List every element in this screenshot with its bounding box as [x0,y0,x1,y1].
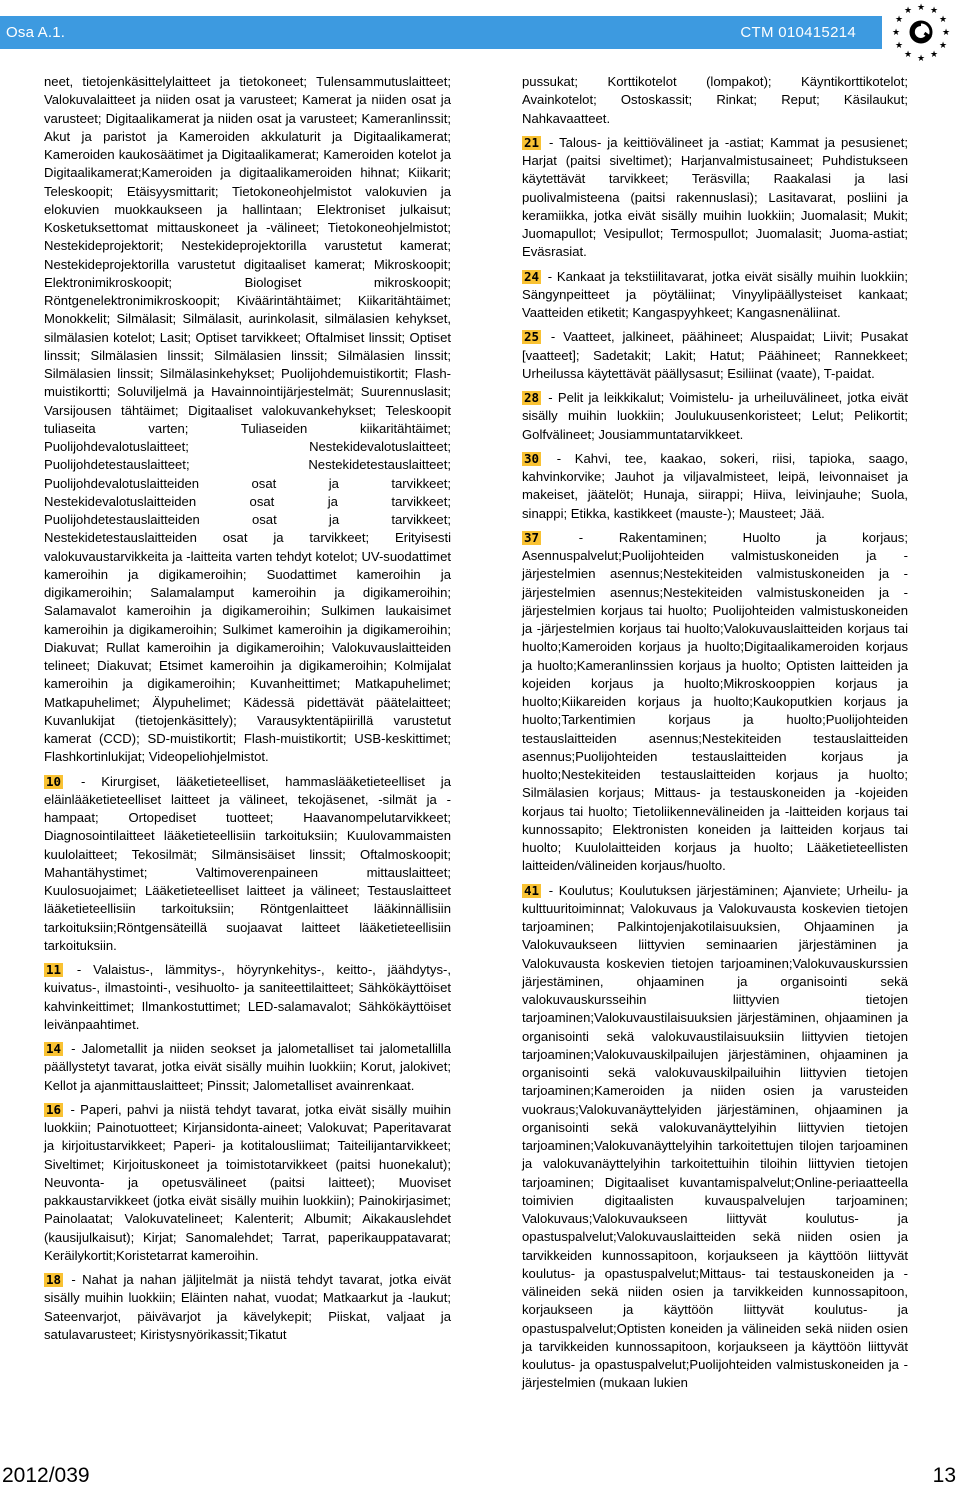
class-description: - Kahvi, tee, kaakao, sokeri, riisi, tapioka, saago, kahvinkorvike; Jauhot ja viljavalmisteet, leipä, leivonnaiset ja makeiset, jäätelöt; Hunaja, siirappi; Hiiva, leivinjauhe; Suola, sinappi; Etikka, kastikkeet (mauste-); Mausteet; Jää. [522,450,908,521]
svg-text:★: ★ [903,6,913,16]
class-entry [44,1040,451,1095]
class-entry [44,1101,451,1265]
office-logo-icon [882,0,960,64]
right-column [522,73,908,1399]
class-description: - Vaatteet, jalkineet, päähineet; Aluspaidat; Liivit; Pusakat [vaatteet]; Sadetakit; Lakit; Hatut; Päähineet; Rannekkeet; Urheilussa käytettävät päällysasut; Esiliinat (vaate), T-paidat. [522,329,908,381]
class-number-badge: 16 [46,1101,62,1117]
class-number-badge: 37 [524,529,540,545]
trademark-number: CTM 010415214 [740,24,856,41]
svg-text:★: ★ [903,50,913,60]
class-entry [522,328,908,383]
section-label: Osa A.1. [6,24,66,41]
class-number-badge: 11 [46,962,62,977]
bulletin-issue: 2012/039 [2,1464,90,1487]
class-number-badge: 28 [524,390,540,405]
svg-text:★: ★ [929,50,939,60]
svg-text:★: ★ [938,15,948,25]
class-entry [522,450,908,523]
class-description: - Valaistus-, lämmitys-, höyrynkehitys-, keitto-, jäähdytys-, kuivatus-, ilmastointi-, vesihuolto- ja saniteettilaitteet; Sähkökäyttöiset kahvinkeittimet; Ilmankostuttimet; LED-salamavalot; Sähkökäyttöiset leivänpaahtimet. [44,962,451,1032]
class-entry [44,1271,451,1344]
class-number-badge: 25 [524,329,540,345]
class-description: - Paperi, pahvi ja niistä tehdyt tavarat, jotka eivät sisälly muihin luokkiin; Painotuotteet; Kirjansidonta-aineet; Valokuvat; Paperitavarat ja kirjoitustarvikkeet; Paperi- ja kotitalousliimat; Taiteilijantarvikkeet; Siveltimet; Kirjoituskoneet ja toimistotarvikkeet (paitsi huonekalut); Neuvonta- ja opetusvälineet (paitsi laitteet); Muoviset pakkaustarvikkeet (jotka eivät sisälly muihin luokkiin); Painokirjasimet; Painolaatat; Valokuvatelineet; Kalenterit; Albumit; Aikakauslehdet (kausijulkaisut); Kirjat; Sanomalehdet; Tarrat, paperikauppatavarat; Keräilykortit;Koristetarrat kameroihin. [44,1101,451,1263]
page-number: 13 [932,1464,956,1487]
svg-text:★: ★ [891,28,901,38]
class-entry [44,773,451,956]
svg-text:★: ★ [929,6,939,16]
class-description: - Kirurgiset, lääketieteelliset, hammaslääketieteelliset ja eläinlääketieteelliset laitteet ja välineet, tekojäsenet, -silmät ja -hampaat; Ortopediset tuotteet; Haavanompelutarvikkeet; Diagnosointilaitteet lääketieteellisiin tarkoituksiin; Kuulovammaisten kuulolaitteet; Tekosilmät; Silmänsisäiset linssit; Oftalmoskoopit; Mahantähystimet; Valtimoverenpaineen mittauslaitteet; Kuulosuojaimet; Lääketieteelliset laitteet ja välineet; Testauslaitteet lääketieteellisiin tarkoituksiin; Röntgenlaitteet lääkinnällisiin tarkoituksiin;Röntgensäteillä suojaavat laitteet lääketieteellisiin tarkoituksiin. [44,773,451,953]
svg-text:★: ★ [916,3,926,13]
footer-divider [0,1443,960,1444]
class-entry [522,268,908,323]
header-bar [0,16,960,49]
class-entry [522,389,908,444]
class-entry [44,961,451,1034]
left-intro-paragraph: neet, tietojenkäsittelylaitteet ja tietokoneet; Tulensammutuslaitteet; Valokuvalaitteet ja niiden osat ja varusteet; Kamerat ja niiden osat ja varusteet; Digitaalikamerat ja niiden osat ja varusteet; Kameranlinssit; Akut ja paristot ja Kameroiden akkulaturit ja Digitaalikamerat; Kameroiden kaukosäätimet ja Digitaalikamerat; Kameroiden kotelot ja Digitaalikamerat;Kameroiden ja digitaalikameroiden hihnat; Kiikarit; Teleskoopit; Etäisyysmittarit; Tietokoneohjelmistot valokuvien ja elokuvien muokkaukseen ja hallintaan; Elektroniset julkaisut; Kosketuksettomat mittauskoneet ja -välineet; Tietokoneohjelmistot; Nestekideprojektorit; Nestekideprojektorilla varustetut kamerat; Nestekideprojektorilla varustetut digitaaliset kamerat; Mikroskoopit; Elektronimikroskoopit; Biologiset mikroskoopit; Röntgenelektronimikroskoopit; Kiväärintähtäimet; Kiikaritähtäimet; Monokkelit; Silmälasit; Silmälasit, aurinkolasit, silmälasien kehykset, silmälasien kotelot; Lasit; Optiset tarvikkeet; Oftalmiset linssit; Optiset linssit; Silmälasien linssit; Silmälasien linssit; Silmälasien linssit; Silmälasien linssit; Silmälasinkehykset; Puolijohdemuistikortit; Flash-muistikortti; Soluviljelmä ja Havainnointijärjestelmät; Suurennuslasit; Varsijousen tähtäimet; Digitaaliset valokuvankehykset; Teleskoopit tuliaseita varten; Tuliaseiden kiikaritähtäimet; Puolijohdevalotuslaitteet; Nestekidevalotuslaitteet; Puolijohdetestauslaitteet; Nestekidetestauslaitteet; Puolijohdevalotuslaitteiden osat ja tarvikkeet; Nestekidevalotuslaitteiden osat ja tarvikkeet; Puolijohdetestauslaitteiden osat ja tarvikkeet; Nestekidetestauslaitteiden osat ja tarvikkeet; Erityisesti valokuvaustarvikkeita ja -laitteita varten tehdyt kotelot; UV-suodattimet kameroihin ja digikameroihin; Suodattimet kameroihin ja digikameroihin; Salamalamput kameroihin ja digikameroihin; Salamavalot kameroihin ja digikameroihin; Sulkimen laukaisimet kameroihin ja digikameroihin; Sulkimet kameroihin ja digikameroihin; Diakuvat; Rullat kameroihin ja digikameroihin; Valokuvauslaitteiden telineet; Diakuvat; Etsimet kameroihin ja digikameroihin; Kolmijalat kameroihin ja digikameroihin; Kuvanheittimet; Matkapuhelimet; Matkapuhelimet; Älypuhelimet; Kädessä pidettävät päätelaitteet; Kuvanlukijat (tietojenkäsittely); Varausyktentäpiirillä varustetut kamerat (CCD); SD-muistikortit; Flash-muistikortit; USB-keskittimet; Flashkortinlukijat; Videopeliohjelmistot. [44,74,451,765]
class-number-badge: 21 [524,134,540,150]
svg-text:★: ★ [894,41,904,51]
class-number-badge: 18 [46,1272,62,1287]
class-description: - Pelit ja leikkikalut; Voimistelu- ja urheiluvälineet, jotka eivät sisälly muihin luokkiin; Joulukuusenkoristeet; Lelut; Pelikortit; Golfvälineet; Jousiammuntatarvikkeet. [522,390,908,442]
class-description: - Kankaat ja tekstiilitavarat, jotka eivät sisälly muihin luokkiin; Sängynpeitteet ja pöytäliinat; Vinyylipäällysteiset kankaat; Vaatteiden etiketit; Kangaspyyhkeet; Kangasnenäliinat. [522,268,908,320]
class-entry [522,134,908,262]
left-column [44,73,451,1350]
svg-text:★: ★ [941,28,951,38]
class-entry [522,529,908,876]
class-description: - Talous- ja keittiövälineet ja -astiat; Kammat ja pesusienet; Harjat (paitsi siveltimet); Harjanvalmistusaineet; Puhdistukseen käytettävät tarvikkeet; Teräsvilla; Raakalasi ja lasi puolivalmisteena (paitsi rakennuslasi); Lasitavarat, posliini ja keramiikka, jotka eivät sisälly muihin luokkiin; Juomalasit; Mukit; Juomapullot; Vesipullot; Termospullot; Juomalasit; Juoma-astiat; Eväsrasiat. [522,134,908,260]
class-description: - Koulutus; Koulutuksen järjestäminen; Ajanviete; Urheilu- ja kulttuuritoiminnat; Valokuvaus ja Valokuvausta koskevien tietojen tarjoaminen; Palkintojenjakotilaisuuksien, Ohjaaminen ja Valokuvaukseen liittyvien seminaarien järjestäminen ja Valokuvausta koskevien tietojen tarjoaminen;Valokuvauskurssien järjestäminen, ohjaaminen ja organisointi sekä valokuvauskursseihin liittyvien tietojen tarjoaminen;Valokuvaustilaisuuksien järjestäminen, ohjaaminen ja organisointi sekä valokuvaustilaisuuksiin liittyvien tietojen tarjoaminen;Valokuvauskilpailujen järjestäminen, ohjaaminen ja organisointi sekä valokuvauskilpailuihin liittyvien tietojen tarjoaminen;Kameroiden ja niiden osien ja varusteiden vuokraus;Valokuvanäyttelyiden järjestäminen, ohjaaminen ja organisointi sekä valokuvanäyttelyihin liittyvien tietojen tarjoaminen;Valokuvanäyttelyihin tarkoitettujen tilojen tarjoaminen ja valokuvanäyttelyihin tarkoitettuihin tiloihin liittyvien tietojen tarjoaminen; Digitaaliset kuvantamispalvelut;Online-periaatteella toimivien digitaalisten kuvauspalvelujen tarjoaminen; Valokuvaus;Valokuvaukseen liittyvät koulutus- ja opastuspalvelut;Valokuvauslaitteiden sekä niiden osien ja tarvikkeiden kunnossapitoon, korjaukseen ja käyttöön liittyvät koulutus- ja opastuspalvelut;Mittaus- tai testauskoneiden ja -välineiden sekä niiden osien ja tarvikkeiden kunnossapitoon, korjaukseen ja käyttöön liittyvät koulutus- ja opastuspalvelut;Optisten koneiden ja välineiden sekä niiden osien ja tarvikkeiden kunnossapitoon, korjaukseen ja käyttöön liittyvät koulutus- ja opastuspalvelut;Puolijohteiden valmistuskoneiden ja -järjestelmien (mukaan lukien [522,882,908,1391]
class-number-badge: 41 [524,882,540,898]
class-number-badge: 24 [524,268,540,284]
class-number-badge: 14 [46,1041,62,1056]
svg-text:★: ★ [916,54,926,64]
class-number-badge: 30 [524,450,540,466]
svg-text:★: ★ [938,41,948,51]
class-number-badge: 10 [46,773,62,789]
class-description: - Rakentaminen; Huolto ja korjaus; Asennuspalvelut;Puolijohteiden valmistuskoneiden ja -järjestelmien asennus;Nestekiteiden valmistuskoneiden ja -järjestelmien asennus;Nestekiteiden valmistuskoneiden ja -järjestelmien korjaus tai huolto; Puolijohteiden valmistuskoneiden ja -järjestelmien korjaus tai huolto;Valokuvauslaitteiden korjaus tai huolto;Kameroiden korjaus ja huolto;Digitaalikameroiden korjaus ja huolto;Kameranlinssien korjaus ja huolto; Optisten laitteiden ja kojeiden korjaus ja huolto;Mikroskooppien korjaus ja huolto;Kiikareiden korjaus ja huolto;Kaukoputkien korjaus ja huolto;Tarkentimien korjaus ja huolto;Puolijohteiden testauslaitteiden asennus;Nestekiteiden testauslaitteiden asennus;Puolijohteiden testauslaitteiden korjaus ja huolto;Nestekiteiden testauslaitteiden korjaus ja huolto; Silmälasien korjaus; Mittaus- ja testauskoneiden ja -kojeiden korjaus tai huolto; Tietoliikennevälineiden ja -laitteiden korjaus tai kunnossapito; Elektronisten koneiden ja laitteiden korjaus tai huolto; Kuulolaitteiden korjaus ja huolto; Lääketieteellisten laitteiden/välineiden korjaus/huolto. [522,529,908,874]
class-description: - Nahat ja nahan jäljitelmät ja niistä tehdyt tavarat, jotka eivät sisälly muihin luokkiin; Eläinten nahat, vuodat; Matkaarkut ja -laukut; Sateenvarjot, päivävarjot ja kävelykepit; Piiskat, valjaat ja satulavarusteet; Kiristysnyörikassit;Tikatut [44,1272,451,1342]
right-intro-paragraph: pussukat; Korttikotelot (lompakot); Käyntikorttikotelot; Avainkotelot; Ostoskassit; Rinkat; Reput; Käsilaukut; Nahkavaatteet. [522,74,908,126]
svg-text:★: ★ [894,15,904,25]
class-entry [522,882,908,1393]
class-description: - Jalometallit ja niiden seokset ja jalometalliset tai jalometallilla päällystetyt tavarat, jotka eivät sisälly muihin luokkiin; Korut, jalokivet; Kellot ja ajanmittauslaitteet; Pinssit; Jalometalliset avainrenkaat. [44,1041,451,1093]
